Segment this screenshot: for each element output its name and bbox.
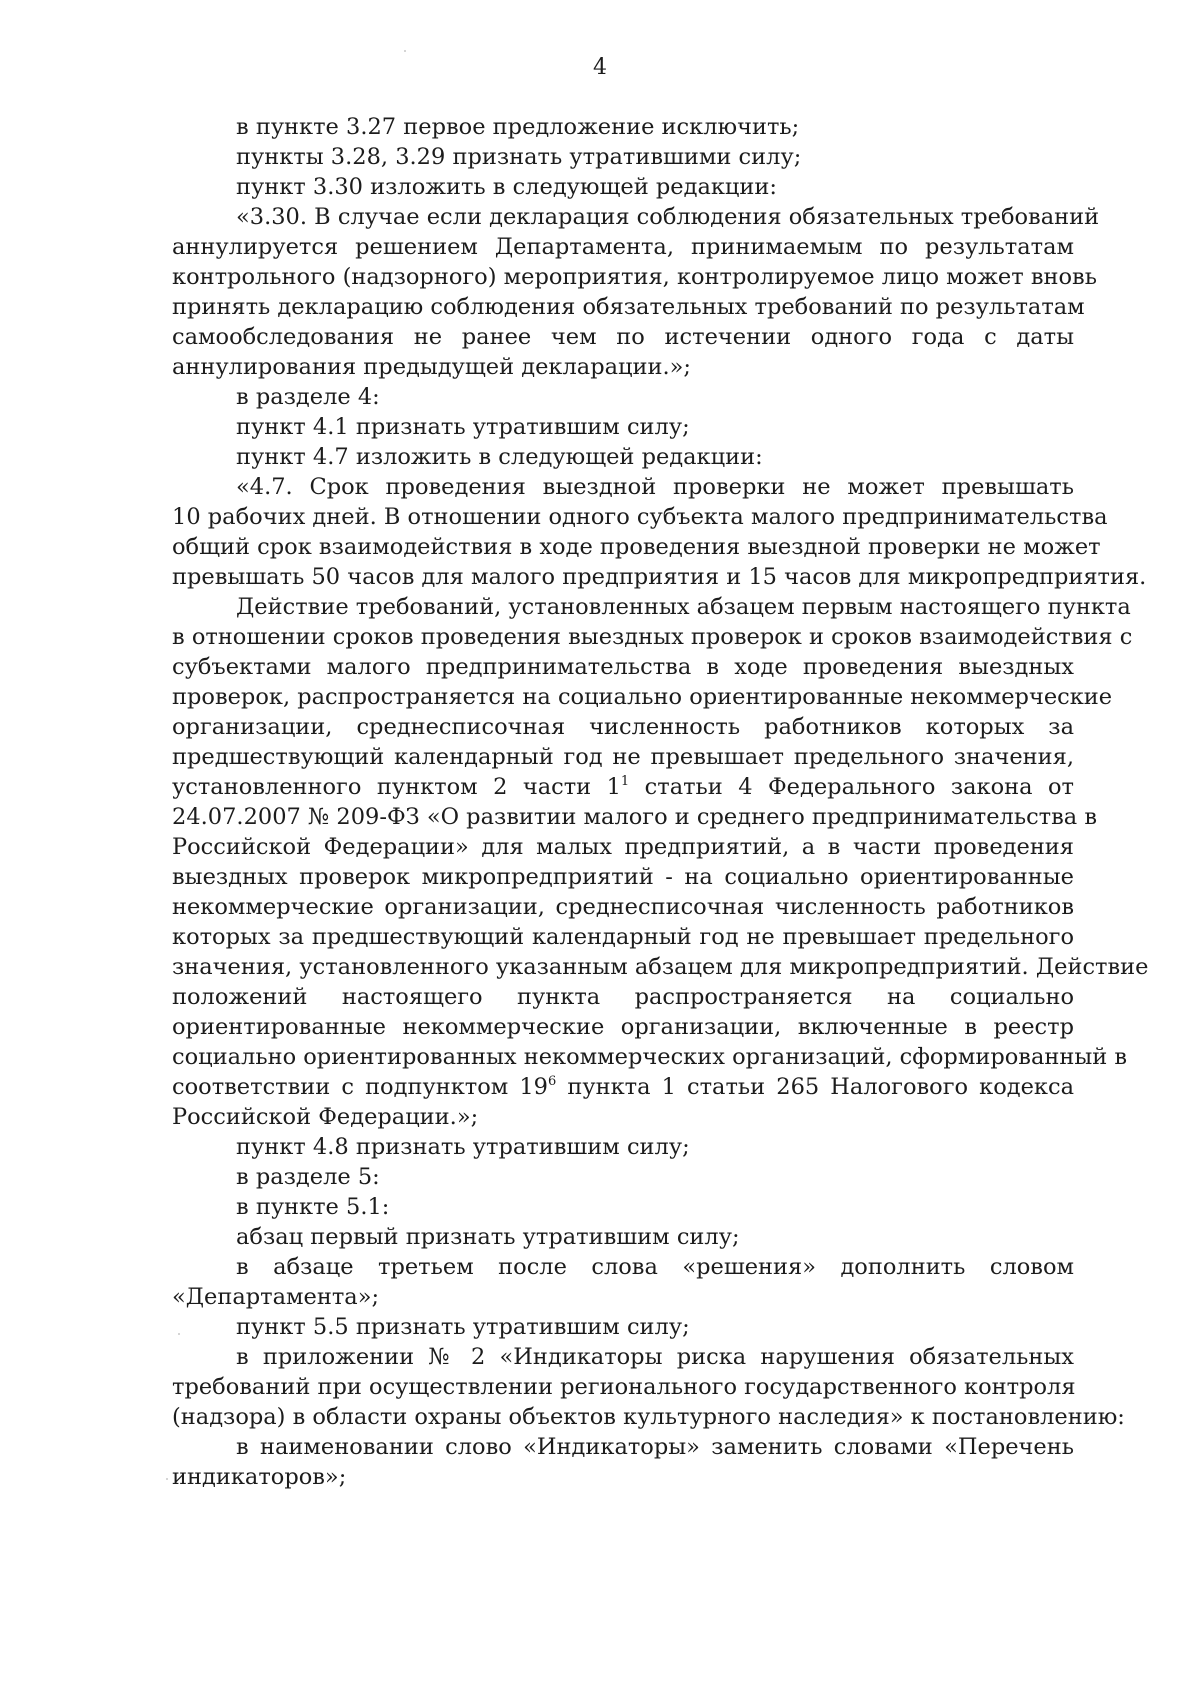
text-line: пункт 3.30 изложить в следующей редакции:: [236, 174, 777, 200]
text-line: (надзора) в области охраны объектов культурного наследия» к постановлению:: [172, 1404, 1125, 1430]
text-line: индикаторов»;: [172, 1464, 347, 1490]
scan-speck: [166, 1478, 168, 1480]
text-line: абзац первый признать утратившим силу;: [236, 1224, 740, 1250]
text-line: принять декларацию соблюдения обязательных требований по результатам: [172, 294, 1085, 320]
text-fragment: статьи 4 Федерального закона от: [629, 774, 1074, 800]
text-line: Действие требований, установленных абзацем первым настоящего пункта: [236, 594, 1131, 620]
text-line: выездных проверок микропредприятий - на социально ориентированные: [172, 864, 1074, 890]
text-line: проверок, распространяется на социально ориентированные некоммерческие: [172, 684, 1113, 710]
text-line: некоммерческие организации, среднесписочная численность работников: [172, 894, 1074, 920]
text-line: 24.07.2007 № 209-ФЗ «О развитии малого и среднего предпринимательства в: [172, 804, 1098, 830]
text-line: общий срок взаимодействия в ходе проведения выездной проверки не может: [172, 534, 1101, 560]
text-line: Российской Федерации.»;: [172, 1104, 479, 1130]
text-line: в наименовании слово «Индикаторы» заменить словами «Перечень: [236, 1434, 1074, 1460]
superscript: 6: [547, 1074, 557, 1089]
text-line: аннулирования предыдущей декларации.»;: [172, 354, 691, 380]
text-line: превышать 50 часов для малого предприятия и 15 часов для микропредприятия.: [172, 564, 1147, 590]
text-line: пункт 4.1 признать утратившим силу;: [236, 414, 690, 440]
text-line: в отношении сроков проведения выездных проверок и сроков взаимодействия с: [172, 624, 1133, 650]
text-line: «Департамента»;: [172, 1284, 380, 1310]
text-line: социально ориентированных некоммерческих организаций, сформированный в: [172, 1044, 1128, 1070]
text-line: самообследования не ранее чем по истечении одного года с даты: [172, 324, 1074, 350]
text-line: 10 рабочих дней. В отношении одного субъекта малого предпринимательства: [172, 504, 1108, 530]
text-line: аннулируется решением Департамента, принимаемым по результатам: [172, 234, 1074, 260]
text-line: пункт 4.8 признать утратившим силу;: [236, 1134, 690, 1160]
text-line: значения, установленного указанным абзацем для микропредприятий. Действие: [172, 954, 1149, 980]
text-line: ориентированные некоммерческие организации, включенные в реестр: [172, 1014, 1074, 1040]
text-line: «3.30. В случае если декларация соблюдения обязательных требований: [236, 204, 1100, 230]
text-fragment: установленного пунктом 2 части 1: [172, 774, 621, 800]
text-line: Российской Федерации» для малых предприятий, а в части проведения: [172, 834, 1074, 860]
page-number: 4: [593, 55, 607, 80]
scan-speck: [404, 50, 406, 52]
text-line: в абзаце третьем после слова «решения» дополнить словом: [236, 1254, 1074, 1280]
text-line: требований при осуществлении регионального государственного контроля: [172, 1374, 1076, 1400]
text-line: в приложении № 2 «Индикаторы риска нарушения обязательных: [236, 1344, 1074, 1370]
text-line: субъектами малого предпринимательства в ходе проведения выездных: [172, 654, 1074, 680]
superscript: 1: [620, 774, 630, 789]
text-line: в разделе 5:: [236, 1164, 380, 1190]
text-line: в разделе 4:: [236, 384, 380, 410]
text-line: организации, среднесписочная численность работников которых за: [172, 714, 1074, 740]
text-line: контрольного (надзорного) мероприятия, контролируемое лицо может вновь: [172, 264, 1097, 290]
text-line: пункт 5.5 признать утратившим силу;: [236, 1314, 690, 1340]
text-line: «4.7. Срок проведения выездной проверки не может превышать: [236, 474, 1074, 500]
text-line-with-superscript: [172, 772, 1074, 802]
text-line: в пункте 3.27 первое предложение исключить;: [236, 114, 800, 140]
text-line-with-superscript: [172, 1072, 1074, 1102]
text-line: положений настоящего пункта распространяется на социально: [172, 984, 1074, 1010]
text-line: предшествующий календарный год не превышает предельного значения,: [172, 744, 1074, 770]
text-line: пункты 3.28, 3.29 признать утратившими силу;: [236, 144, 802, 170]
document-body: [172, 112, 1149, 1492]
text-line: пункт 4.7 изложить в следующей редакции:: [236, 444, 763, 470]
scan-speck: [178, 1333, 180, 1335]
text-fragment: пункта 1 статьи 265 Налогового кодекса: [556, 1074, 1075, 1100]
text-line: в пункте 5.1:: [236, 1194, 390, 1220]
text-line: которых за предшествующий календарный год не превышает предельного: [172, 924, 1074, 950]
text-fragment: соответствии с подпунктом 19: [172, 1074, 548, 1100]
